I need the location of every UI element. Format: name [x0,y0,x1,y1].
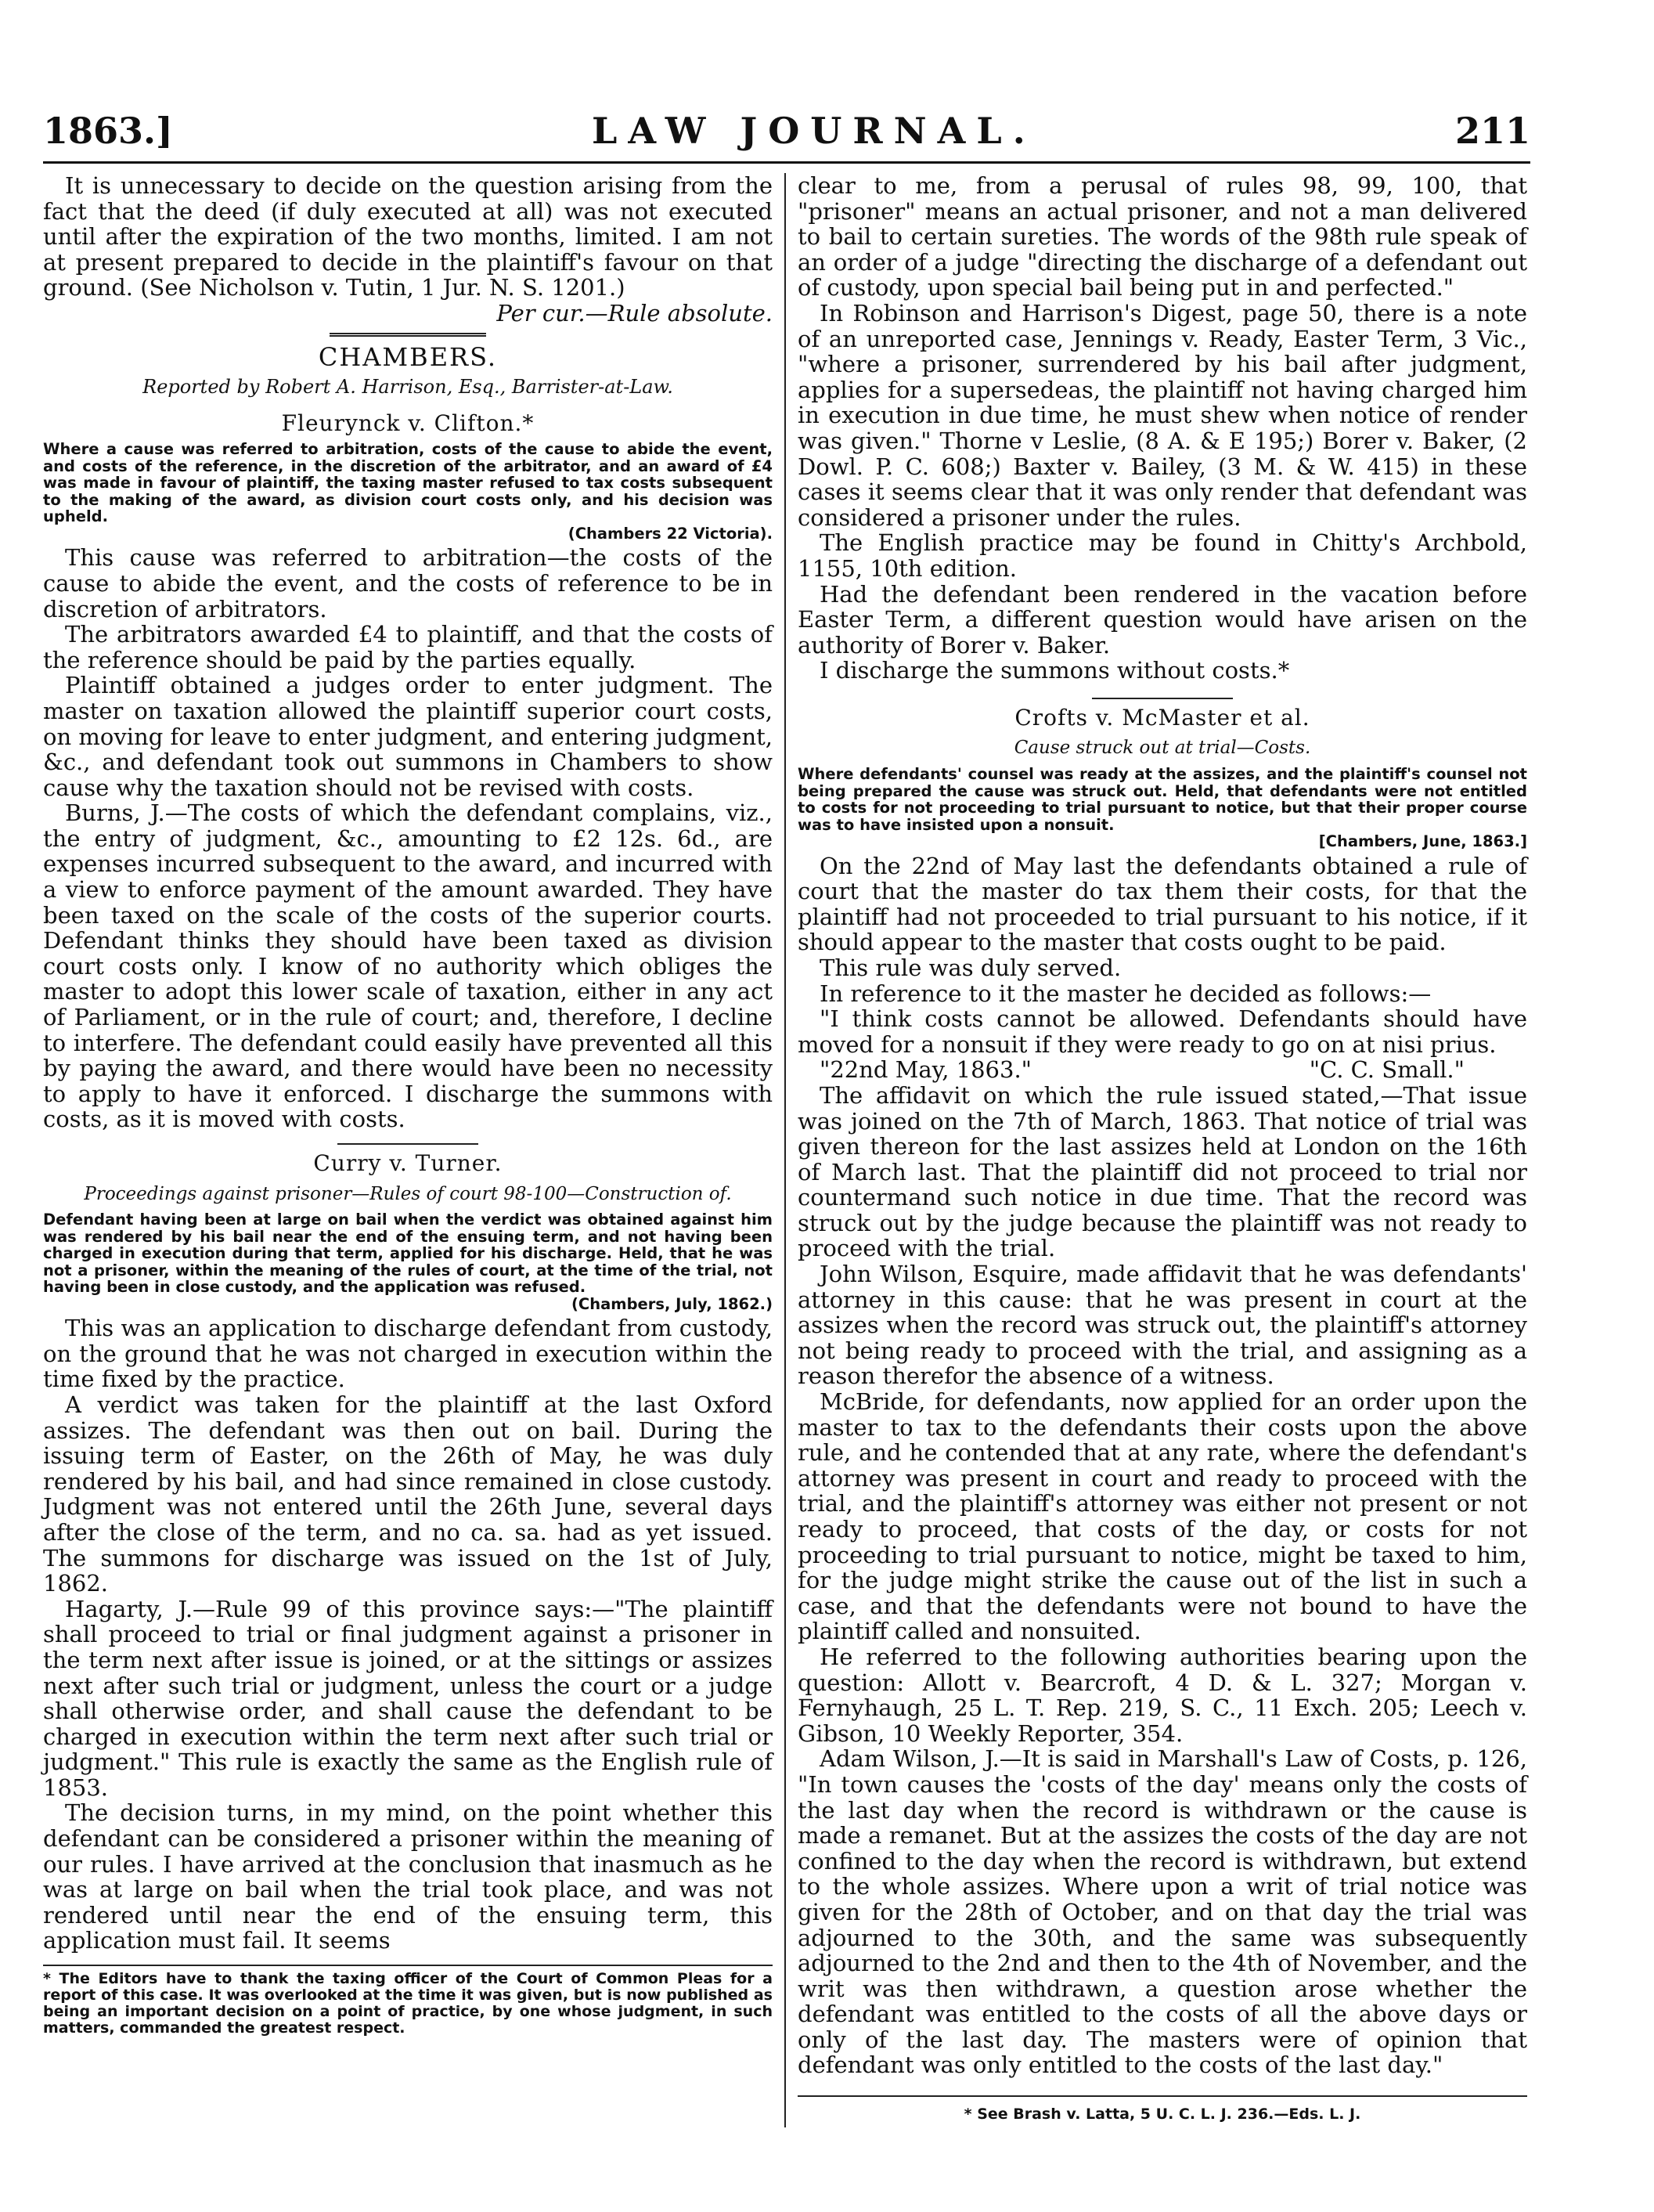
column-divider [784,173,786,2127]
case-title: Fleurynck v. Clifton.* [281,410,535,436]
headnote-reference: [Chambers, June, 1863.] [1318,832,1527,851]
headnote [798,766,1527,850]
paragraph: John Wilson, Esquire, made affidavit that he was defendants' attorney in this cause: that he was present in court at the assizes when the record was struck out, the plaintiff's attorney not being ready to proceed with the trial, and assigning as a reason therefor the absence of a witness. [798,1261,1527,1390]
paragraph: clear to me, from a perusal of rules 98, 99, 100, that "prisoner" means an actual prisoner, and not a man delivered to bail to certain sureties. The words of the 98th rule speak of an order of a judge "directing the discharge of a defendant out of custody, upon special bail being put in and perfected." [798,172,1527,301]
paragraph: Had the defendant been rendered in the vacation before Easter Term, a different question would have arisen on the authority of Borer v. Baker. [798,580,1527,659]
paragraph: In Robinson and Harrison's Digest, page 50, there is a note of an unreported case, Jennings v. Ready, Easter Term, 3 Vic., "where a prisoner, surrendered by his bail after judgment, applies for a supersedeas, the plaintiff not having charged him in execution in due time, he must shew when notice of render was given." Thorne v Leslie, (8 A. & E 195;) Borer v. Baker, (2 Dowl. P. C. 608;) Baxter v. Bailey, (3 M. & W. 415) in these cases it seems clear that it was only render that defendant was considered a prisoner under the rules. [798,299,1527,531]
headnote-text: Defendant having been at large on bail when the verdict was obtained against him was rendered by his bail near the end of the ensuing term, and not having been charged in execution during that term, applied for his discharge. Held, that he was not a prisoner, within the meaning of the rules of court, at the time of the trial, not having been in close custody, and the application was refused. [43,1211,773,1297]
case-subheading: Proceedings against prisoner—Rules of court 98-100—Construction of. [84,1183,732,1204]
header-page-number: 211 [1454,110,1530,152]
paragraph: Burns, J.—The costs of which the defendant complains, viz., the entry of judgment, &c., amounting to £2 12s. 6d., are expenses incurred subsequent to the award, and incurred with a view to enforce payment of the amount awarded. They have been taxed on the scale of the costs of the superior courts. Defendant thinks they should have been taxed as division court costs only. I know of no authority which obliges the master to adopt this lower scale of taxation, either in any act of Parliament, or in the rule of court; and, therefore, I decline to interfere. The defendant could easily have prevented all this by paying the award, and there would have been no necessity to apply to have it enforced. I discharge the summons with costs, as it is moved with costs. [43,799,773,1133]
paragraph: The arbitrators awarded £4 to plaintiff, and that the costs of the reference should be paid by the parties equally. [43,621,773,673]
reporter-line: Reported by Robert A. Harrison, Esq., Barrister-at-Law. [142,376,673,399]
paragraph: Plaintiff obtained a judges order to enter judgment. The master on taxation allowed the plaintiff superior court costs, on moving for leave to enter judgment, and entering judgment, &c., and defendant took out summons in Chambers to show cause why the taxation should not be revised with costs. [43,672,773,801]
header-year: 1863.] [43,110,173,152]
paragraph: It is unnecessary to decide on the question arising from the fact that the deed (if duly executed at all) was not executed until after the expiration of the two months, limited. I am not at present prepared to decide in the plaintiff's favour on that ground. (See Nicholson v. Tutin, 1 Jur. N. S. 1201.) [43,172,773,301]
paragraph: On the 22nd of May last the defendants obtained a rule of court that the master do tax them their costs, for that the plaintiff had not proceeded to trial pursuant to his notice, if it should appear to the master that costs ought to be paid. [798,852,1527,956]
signature-line: "C. C. Small." [1309,1056,1465,1084]
case-title: Crofts v. McMaster et al. [1014,704,1310,731]
header-title: LAW JOURNAL. [592,110,1036,152]
headnote-reference: (Chambers, July, 1862.) [571,1294,773,1313]
paragraph: Hagarty, J.—Rule 99 of this province says:—"The plaintiff shall proceed to trial or final judgment against a prisoner in the term next after issue is joined, or at the sittings or assizes next after such trial or judgment, unless the court or a judge shall otherwise order, and shall cause the defendant to be charged in execution within the term next after such trial or judgment." This rule is exactly the same as the English rule of 1853. [43,1595,773,1801]
paragraph: Adam Wilson, J.—It is said in Marshall's Law of Costs, p. 126, "In town causes the 'costs of the day' means only the costs of the last day when the record is withdrawn or the cause is made a remanet. But at the assizes the costs of the day are not confined to the day when the record is withdrawn, but extend to the whole assizes. Where upon a writ of trial notice was given for the 28th of October, and on that day the trial was adjourned to the 30th, and the same was subsequently adjourned to the 2nd and then to the 4th of November, and the writ was then withdrawn, a question arose whether the defendant was entitled to the costs of all the above days or only of the last day. The masters were of opinion that defendant was only entitled to the costs of the last day." [798,1745,1527,2079]
footnote: * See Brash v. Latta, 5 U. C. L. J. 236.—Eds. L. J. [798,2095,1527,2127]
paragraph: "I think costs cannot be allowed. Defendants should have moved for a nonsuit if they were ready to go on at nisi prius. [798,1005,1527,1058]
paragraph: The affidavit on which the rule issued stated,—That issue was joined on the 7th of March, 1863. That notice of trial was given thereon for the last assizes held at London on the 16th of March last. That the plaintiff did not proceed to trial nor countermand such notice in due time. That the record was struck out by the judge because the plaintiff was not ready to proceed with the trial. [798,1081,1527,1262]
paragraph: A verdict was taken for the plaintiff at the last Oxford assizes. The defendant was then out on bail. During the issuing term of Easter, on the 26th of May, he was duly rendered by his bail, and had since remained in close custody. Judgment was not entered until the 26th June, several days after the close of the term, and no ca. sa. had as yet issued. The summons for discharge was issued on the 1st of July, 1862. [43,1391,773,1597]
case-title: Curry v. Turner. [313,1150,503,1176]
signature-line: Per cur.—Rule absolute. [496,299,773,327]
left-column [43,173,773,2127]
headnote-reference: (Chambers 22 Victoria). [568,524,773,543]
paragraph: This was an application to discharge defendant from custody, on the ground that he was not charged in execution within the time fixed by the practice. [43,1315,773,1393]
paragraph: The English practice may be found in Chitty's Archbold, 1155, 10th edition. [798,529,1527,582]
paragraph: In reference to it the master he decided as follows:— [820,980,1432,1007]
paragraph: He referred to the following authorities bearing upon the question: Allott v. Bearcroft, 4 D. & L. 327; Morgan v. Fernyhaugh, 25 L. T. Rep. 219, S. C., 11 Exch. 205; Leech v. Gibson, 10 Weekly Reporter, 354. [798,1643,1527,1747]
section-rule [330,333,486,337]
page-header [43,110,1530,164]
paragraph: This rule was duly served. [820,954,1122,981]
case-subheading: Cause struck out at trial—Costs. [1014,738,1311,759]
headnote [43,1211,773,1312]
section-rule [1092,698,1233,699]
journal-page [43,110,1530,2127]
paragraph: The decision turns, in my mind, on the point whether this defendant can be considered a prisoner within the meaning of our rules. I have arrived at the conclusion that inasmuch as he was at large on bail when the trial took place, and was not rendered until near the end of the ensuing term, this application must fail. It seems [43,1799,773,1954]
section-heading-chambers: CHAMBERS. [318,341,498,372]
right-column [798,173,1527,2127]
section-rule [337,1143,478,1145]
footnote: * The Editors have to thank the taxing officer of the Court of Common Pleas for a report of this case. It was overlooked at the time it was given, but is now published as being an important decision on a point of practice, by one whose judgment, in such matters, commanded the greatest respect. [43,1965,773,2037]
headnote-text: Where a cause was referred to arbitration, costs of the cause to abide the event, and costs of the reference, in the discretion of the arbitrator, and an award of £4 was made in favour of plaintiff, the taxing master refused to tax costs subsequent to the making of the award, as division court costs only, and his decision was upheld. [43,440,773,526]
date-line: "22nd May, 1863." [820,1056,1032,1084]
headnote [43,441,773,542]
date-signature-row [798,1057,1527,1083]
paragraph: This cause was referred to arbitration—the costs of the cause to abide the event, and the costs of reference to be in discretion of arbitrators. [43,544,773,622]
paragraph: McBride, for defendants, now applied for an order upon the master to tax to the defendants their costs upon the above rule, and he contended that at any rate, where the defendant's attorney was present in court and ready to proceed with the trial, and the plaintiff's attorney was either not present or not ready to proceed, that costs of the day, or costs for not proceeding to trial pursuant to notice, might be taxed to him, for the judge might strike the cause out of the list in such a case, and that the defendants were not bound to have the plaintiff called and nonsuited. [798,1388,1527,1645]
headnote-text: Where defendants' counsel was ready at the assizes, and the plaintiff's counsel not being prepared the cause was struck out. Held, that defendants were not entitled to costs for not proceeding to trial pursuant to notice, but that their proper course was to have insisted upon a nonsuit. [798,765,1527,834]
two-columns [43,173,1530,2127]
paragraph: I discharge the summons without costs.* [820,657,1290,684]
